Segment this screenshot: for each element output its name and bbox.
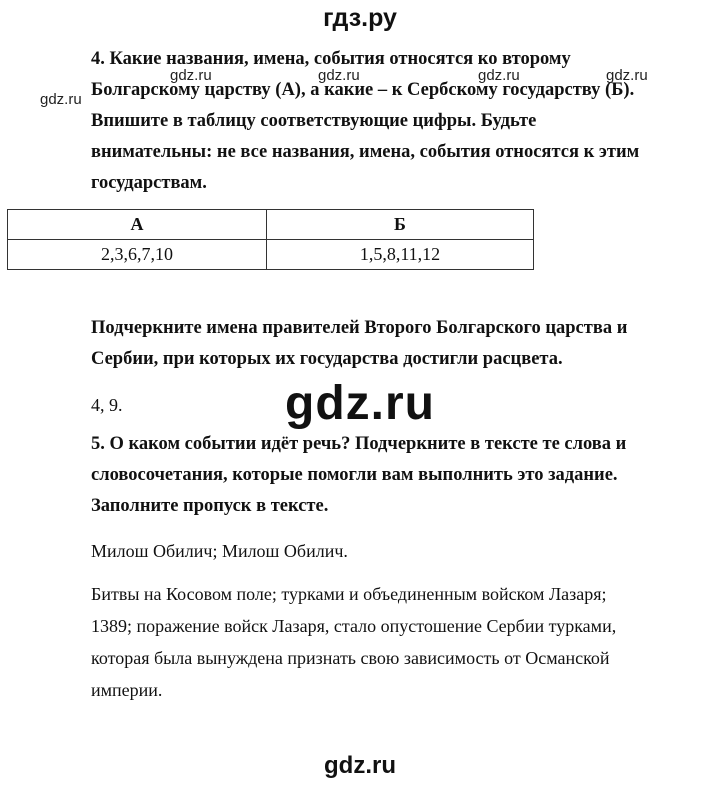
- task5-line: Заполните пропуск в тексте.: [91, 496, 329, 516]
- answer-line: 1389; поражение войск Лазаря, стало опустошение Сербии турками,: [91, 616, 617, 636]
- task5-line: 5. О каком событии идёт речь? Подчеркните в тексте те слова и: [91, 434, 627, 454]
- site-header: гдз.ру: [323, 4, 397, 32]
- task5-answer-text: [91, 578, 616, 706]
- watermark: gdz.ru: [318, 67, 360, 84]
- task5-question: [91, 429, 711, 522]
- center-watermark: gdz.ru: [285, 377, 435, 430]
- answer-line: империи.: [91, 680, 163, 700]
- answer-line: Битвы на Косовом поле; турками и объединенным войском Лазаря;: [91, 584, 607, 604]
- watermark: gdz.ru: [478, 67, 520, 84]
- watermark: gdz.ru: [606, 67, 648, 84]
- task5-line: словосочетания, которые помогли вам выполнить это задание.: [91, 465, 618, 485]
- table-cell-a: 2,3,6,7,10: [8, 240, 267, 270]
- rulers-answer: 4, 9.: [91, 395, 123, 415]
- table-cell-b: 1,5,8,11,12: [267, 240, 534, 270]
- table-header-row: [8, 210, 534, 240]
- watermark: gdz.ru: [170, 67, 212, 84]
- answer-table: [7, 209, 534, 270]
- footer-watermark: gdz.ru: [324, 752, 396, 779]
- task4-line: Болгарскому царству (А), а какие – к Сербскому государству (Б).: [91, 80, 635, 100]
- table-header-b: Б: [267, 210, 534, 240]
- rulers-line: Подчеркните имена правителей Второго Болгарского царства и: [91, 318, 628, 338]
- task4-question: [91, 44, 711, 199]
- table-row: [8, 240, 534, 270]
- task4-line: внимательны: не все названия, имена, события относятся к этим: [91, 142, 640, 162]
- rulers-line: Сербии, при которых их государства достигли расцвета.: [91, 349, 563, 369]
- answer-line: которая была вынуждена признать свою зависимость от Османской: [91, 648, 610, 668]
- watermark: gdz.ru: [40, 91, 82, 108]
- table-header-a: А: [8, 210, 267, 240]
- task4-line: государствам.: [91, 173, 207, 193]
- task5-answer-names: Милош Обилич; Милош Обилич.: [91, 541, 348, 561]
- task4-line: 4. Какие названия, имена, события относятся ко второму: [91, 49, 571, 69]
- rulers-question: [91, 313, 711, 375]
- task4-line: Впишите в таблицу соответствующие цифры. Будьте: [91, 111, 537, 131]
